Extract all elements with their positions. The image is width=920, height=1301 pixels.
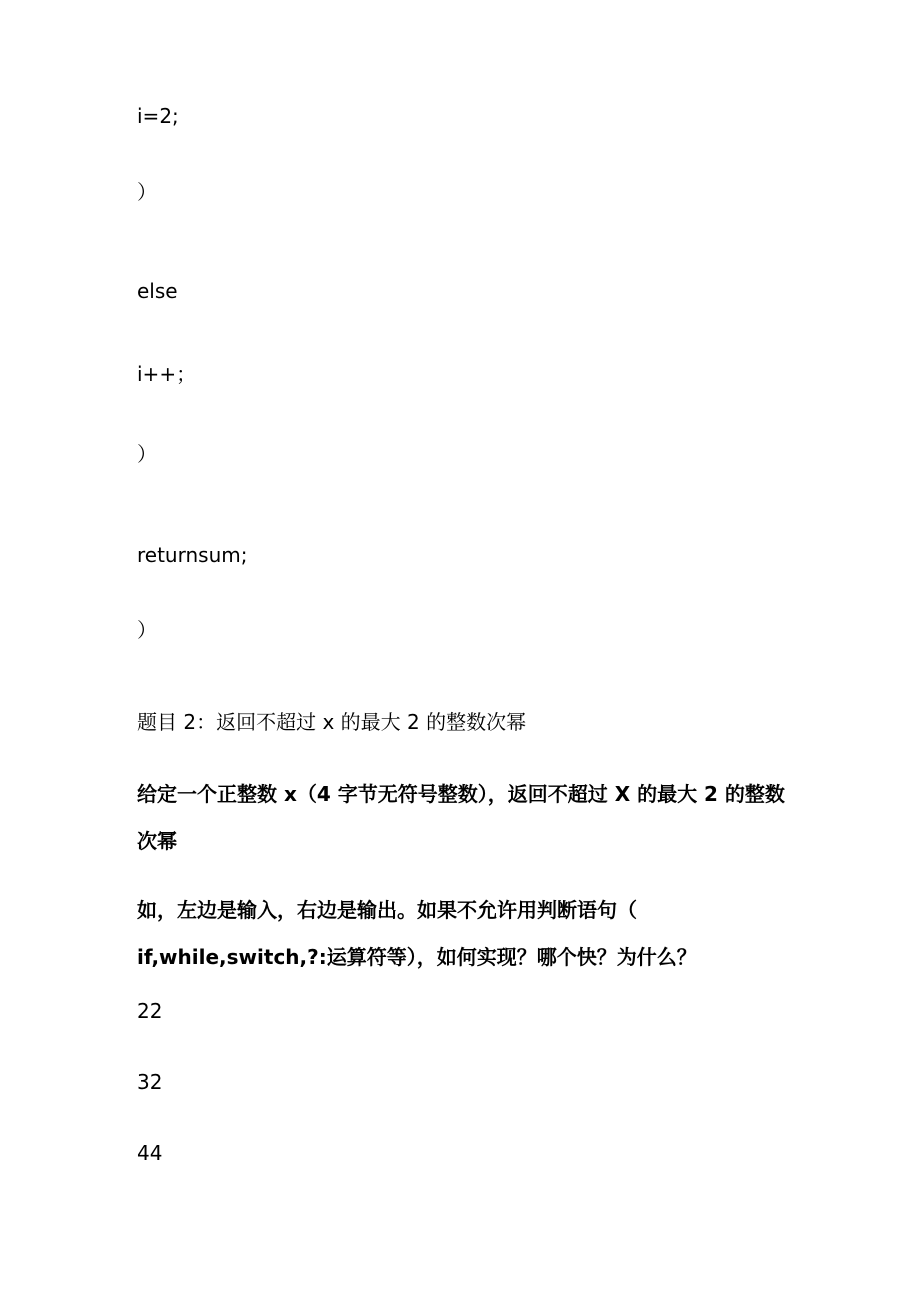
question-example-intro: 如，左边是输入，右边是输出。如果不允许用判断语句（ <box>137 898 637 922</box>
code-line-assign: i=2; <box>137 104 179 128</box>
code-line-close-paren: ） <box>137 442 157 466</box>
code-line-close-paren: ） <box>137 618 157 642</box>
question-description: 给定一个正整数 x（4 字节无符号整数），返回不超过 X 的最大 2 的整数 <box>137 782 785 806</box>
question-constraints: if,while,switch,?:运算符等），如何实现？哪个快？为什么？ <box>137 945 697 969</box>
code-line-increment: i++； <box>137 362 197 386</box>
code-line-return: returnsum; <box>137 543 248 567</box>
code-line-else: else <box>137 279 178 303</box>
example-row: 22 <box>137 999 163 1023</box>
example-row: 44 <box>137 1141 163 1165</box>
example-row: 32 <box>137 1070 163 1094</box>
question-description-continued: 次幂 <box>137 829 177 853</box>
code-line-close-paren: ） <box>137 180 157 204</box>
question-title: 题目 2：返回不超过 x 的最大 2 的整数次幂 <box>137 710 527 734</box>
